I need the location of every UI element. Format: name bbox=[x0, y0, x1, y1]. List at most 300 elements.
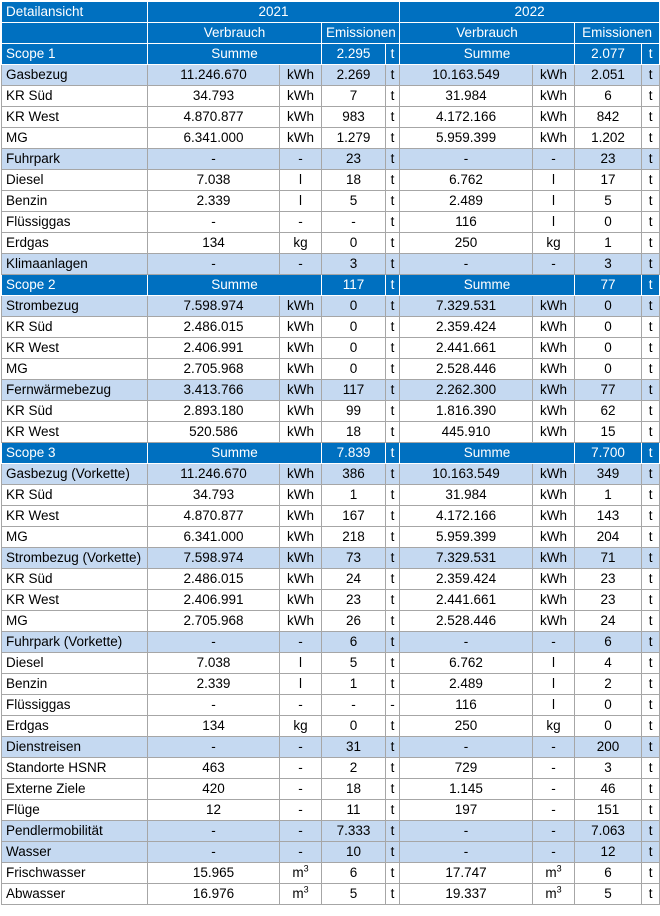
emission-value-2022: 62 bbox=[575, 401, 642, 422]
consumption-value-2022: 31.984 bbox=[400, 485, 533, 506]
unit-cell-b bbox=[533, 737, 575, 758]
emission-value-2022: 7.063 bbox=[575, 821, 642, 842]
row-label: Fernwärmebezug bbox=[2, 380, 148, 401]
emission-value-2022: 0 bbox=[575, 212, 642, 233]
emission-unit-2021: t bbox=[386, 86, 400, 107]
emission-unit-2022: t bbox=[642, 422, 660, 443]
group-row bbox=[2, 821, 660, 842]
consumption-value-2022: 6.762 bbox=[400, 170, 533, 191]
emission-unit-2022: t bbox=[642, 821, 660, 842]
unit-text: kWh bbox=[287, 67, 314, 82]
emission-unit-2021: t bbox=[386, 548, 400, 569]
emission-unit-2021: t bbox=[386, 233, 400, 254]
emissionen-header-2022: Emissionen bbox=[575, 23, 660, 44]
consumption-value-2021: 7.038 bbox=[148, 170, 280, 191]
consumption-value-2022: 2.359.424 bbox=[400, 569, 533, 590]
unit-text: kWh bbox=[287, 550, 314, 565]
emission-value-2021: 24 bbox=[322, 569, 386, 590]
emission-value-2022: 17 bbox=[575, 170, 642, 191]
consumption-value-2022: 250 bbox=[400, 233, 533, 254]
consumption-value-2022: 1.145 bbox=[400, 779, 533, 800]
row-label: Frischwasser bbox=[2, 863, 148, 884]
emission-unit-2022: t bbox=[642, 548, 660, 569]
unit-cell-b bbox=[533, 128, 575, 149]
row-label: Diesel bbox=[2, 170, 148, 191]
group-row bbox=[2, 464, 660, 485]
row-label: KR Süd bbox=[2, 317, 148, 338]
unit-cell-a bbox=[280, 296, 322, 317]
unit-text: kWh bbox=[287, 361, 314, 376]
group-row bbox=[2, 254, 660, 275]
row-label: Scope 3 bbox=[2, 443, 148, 464]
table-row bbox=[2, 401, 660, 422]
emission-value-2021: - bbox=[322, 212, 386, 233]
unit-text: kWh bbox=[540, 592, 568, 607]
table-row bbox=[2, 716, 660, 737]
unit-text: - bbox=[298, 802, 303, 817]
consumption-value-2021: 11.246.670 bbox=[148, 65, 280, 86]
emission-value-2022: 24 bbox=[575, 611, 642, 632]
unit-text: - bbox=[551, 739, 556, 754]
consumption-value-2022: 31.984 bbox=[400, 86, 533, 107]
summe-label-2022: Summe bbox=[400, 443, 575, 464]
emission-unit-2021: t bbox=[386, 527, 400, 548]
consumption-value-2022: 2.359.424 bbox=[400, 317, 533, 338]
consumption-value-2022: - bbox=[400, 842, 533, 863]
table-row bbox=[2, 212, 660, 233]
unit-text: - bbox=[551, 844, 556, 859]
emission-value-2022: 842 bbox=[575, 107, 642, 128]
emission-unit-2021: t bbox=[386, 107, 400, 128]
emission-unit-2021: - bbox=[386, 695, 400, 716]
emission-value-2021: 167 bbox=[322, 506, 386, 527]
consumption-value-2021: 6.341.000 bbox=[148, 128, 280, 149]
unit-text: kWh bbox=[540, 382, 568, 397]
emission-value-2021: 0 bbox=[322, 338, 386, 359]
unit-text: kWh bbox=[287, 403, 314, 418]
consumption-value-2021: 420 bbox=[148, 779, 280, 800]
row-label: Flüge bbox=[2, 800, 148, 821]
emission-unit-2022: t bbox=[642, 674, 660, 695]
row-label: KR West bbox=[2, 422, 148, 443]
row-label: Benzin bbox=[2, 191, 148, 212]
consumption-value-2021: 2.893.180 bbox=[148, 401, 280, 422]
emission-value-2022: 77 bbox=[575, 380, 642, 401]
emission-unit-2021: t bbox=[386, 401, 400, 422]
emission-unit-2021: t bbox=[386, 191, 400, 212]
unit-cell-b bbox=[533, 800, 575, 821]
consumption-value-2022: 17.747 bbox=[400, 863, 533, 884]
emission-unit-2022: t bbox=[642, 170, 660, 191]
consumption-value-2022: 116 bbox=[400, 212, 533, 233]
table-row bbox=[2, 485, 660, 506]
row-label: Flüssiggas bbox=[2, 212, 148, 233]
consumption-value-2021: 2.486.015 bbox=[148, 317, 280, 338]
unit-text: kWh bbox=[540, 550, 568, 565]
emission-value-2021: 1 bbox=[322, 485, 386, 506]
consumption-value-2022: 2.489 bbox=[400, 674, 533, 695]
emission-value-2021: 10 bbox=[322, 842, 386, 863]
unit-cell-a bbox=[280, 86, 322, 107]
table-row bbox=[2, 338, 660, 359]
scope-row bbox=[2, 275, 660, 296]
unit-cell-b bbox=[533, 569, 575, 590]
unit-text: kWh bbox=[540, 487, 568, 502]
unit-text: l bbox=[299, 655, 302, 670]
emission-unit-2021: t bbox=[386, 842, 400, 863]
unit-text: l bbox=[552, 172, 556, 187]
unit-cell-a bbox=[280, 590, 322, 611]
row-label: Standorte HSNR bbox=[2, 758, 148, 779]
consumption-value-2022: 197 bbox=[400, 800, 533, 821]
row-label: MG bbox=[2, 359, 148, 380]
emission-unit-2022: t bbox=[642, 44, 660, 65]
unit-text: kg bbox=[293, 235, 308, 250]
unit-cell-b bbox=[533, 107, 575, 128]
unit-cell-b bbox=[533, 758, 575, 779]
consumption-value-2021: - bbox=[148, 212, 280, 233]
unit-text: - bbox=[551, 781, 556, 796]
emission-unit-2022: t bbox=[642, 716, 660, 737]
summe-label-2021: Summe bbox=[148, 275, 322, 296]
emission-value-2021: 386 bbox=[322, 464, 386, 485]
unit-cell-a bbox=[280, 254, 322, 275]
unit-cell-a bbox=[280, 569, 322, 590]
group-row bbox=[2, 380, 660, 401]
unit-cell-b bbox=[533, 653, 575, 674]
unit-cell-b bbox=[533, 632, 575, 653]
table-row bbox=[2, 317, 660, 338]
unit-text: l bbox=[552, 193, 556, 208]
unit-text: kWh bbox=[540, 508, 568, 523]
unit-text: kg bbox=[546, 235, 561, 250]
unit-cell-b bbox=[533, 695, 575, 716]
emission-unit-2021: t bbox=[386, 800, 400, 821]
emission-unit-2021: t bbox=[386, 422, 400, 443]
emission-unit-2022: t bbox=[642, 380, 660, 401]
unit-text: l bbox=[552, 655, 556, 670]
emission-value-2021: 18 bbox=[322, 170, 386, 191]
emission-value-2021: 23 bbox=[322, 149, 386, 170]
emission-unit-2021: t bbox=[386, 590, 400, 611]
unit-text: kWh bbox=[287, 424, 314, 439]
group-row bbox=[2, 548, 660, 569]
unit-text: - bbox=[551, 256, 556, 271]
emission-value-2022: 0 bbox=[575, 695, 642, 716]
emission-value-2022: 6 bbox=[575, 86, 642, 107]
unit-cell-a bbox=[280, 317, 322, 338]
emission-value-2022: 7.700 bbox=[575, 443, 642, 464]
row-label: Dienstreisen bbox=[2, 737, 148, 758]
emission-unit-2022: t bbox=[642, 359, 660, 380]
unit-cell-a bbox=[280, 128, 322, 149]
emission-value-2021: 2.295 bbox=[322, 44, 386, 65]
unit-text: kWh bbox=[287, 508, 314, 523]
table-title: Detailansicht bbox=[2, 2, 148, 23]
unit-cell-a bbox=[280, 674, 322, 695]
unit-cell-b bbox=[533, 821, 575, 842]
unit-superscript: 3 bbox=[303, 884, 309, 895]
emission-unit-2021: t bbox=[386, 44, 400, 65]
consumption-value-2021: 2.486.015 bbox=[148, 569, 280, 590]
emission-value-2022: 0 bbox=[575, 338, 642, 359]
emission-unit-2022: t bbox=[642, 296, 660, 317]
unit-cell-b bbox=[533, 590, 575, 611]
row-label: KR Süd bbox=[2, 401, 148, 422]
unit-cell-b bbox=[533, 506, 575, 527]
row-label: KR Süd bbox=[2, 485, 148, 506]
consumption-value-2022: - bbox=[400, 149, 533, 170]
row-label: MG bbox=[2, 527, 148, 548]
row-label: KR Süd bbox=[2, 86, 148, 107]
unit-cell-a bbox=[280, 170, 322, 191]
unit-text: - bbox=[298, 256, 303, 271]
emission-unit-2021: t bbox=[386, 359, 400, 380]
emission-unit-2021: t bbox=[386, 569, 400, 590]
unit-text: kWh bbox=[540, 529, 568, 544]
unit-cell-b bbox=[533, 548, 575, 569]
consumption-value-2021: - bbox=[148, 737, 280, 758]
unit-cell-b bbox=[533, 863, 575, 884]
row-label: MG bbox=[2, 128, 148, 149]
emission-unit-2022: t bbox=[642, 611, 660, 632]
row-label: Erdgas bbox=[2, 716, 148, 737]
unit-cell-a bbox=[280, 884, 322, 905]
consumption-value-2022: 1.816.390 bbox=[400, 401, 533, 422]
consumption-value-2022: 729 bbox=[400, 758, 533, 779]
group-row bbox=[2, 296, 660, 317]
consumption-value-2021: - bbox=[148, 632, 280, 653]
consumption-value-2021: 34.793 bbox=[148, 86, 280, 107]
unit-cell-a bbox=[280, 611, 322, 632]
row-label: KR Süd bbox=[2, 569, 148, 590]
emission-value-2021: 0 bbox=[322, 716, 386, 737]
table-row bbox=[2, 569, 660, 590]
emission-unit-2021: t bbox=[386, 485, 400, 506]
row-label: MG bbox=[2, 611, 148, 632]
unit-text: kWh bbox=[287, 382, 314, 397]
emission-unit-2021: t bbox=[386, 863, 400, 884]
emission-value-2022: 3 bbox=[575, 758, 642, 779]
unit-text: - bbox=[298, 844, 303, 859]
table-row bbox=[2, 233, 660, 254]
consumption-value-2022: 2.528.446 bbox=[400, 359, 533, 380]
unit-text: kWh bbox=[540, 109, 568, 124]
group-row bbox=[2, 632, 660, 653]
consumption-value-2021: 7.598.974 bbox=[148, 548, 280, 569]
emission-unit-2021: t bbox=[386, 65, 400, 86]
emission-value-2022: 6 bbox=[575, 632, 642, 653]
consumption-value-2021: 134 bbox=[148, 233, 280, 254]
emission-unit-2021: t bbox=[386, 170, 400, 191]
emission-value-2021: 1 bbox=[322, 674, 386, 695]
unit-cell-b bbox=[533, 317, 575, 338]
unit-text: kWh bbox=[287, 298, 314, 313]
unit-cell-a bbox=[280, 653, 322, 674]
year-2021-header: 2021 bbox=[148, 2, 400, 23]
unit-cell-a bbox=[280, 380, 322, 401]
emission-unit-2022: t bbox=[642, 86, 660, 107]
consumption-value-2022: 2.528.446 bbox=[400, 611, 533, 632]
unit-cell-b bbox=[533, 191, 575, 212]
consumption-value-2021: - bbox=[148, 149, 280, 170]
emission-value-2022: 349 bbox=[575, 464, 642, 485]
consumption-value-2021: 2.705.968 bbox=[148, 611, 280, 632]
consumption-value-2022: 6.762 bbox=[400, 653, 533, 674]
consumption-value-2022: 2.262.300 bbox=[400, 380, 533, 401]
unit-text: - bbox=[551, 802, 556, 817]
unit-cell-b bbox=[533, 611, 575, 632]
emission-unit-2021: t bbox=[386, 779, 400, 800]
table-row bbox=[2, 170, 660, 191]
unit-cell-a bbox=[280, 149, 322, 170]
unit-text: kWh bbox=[540, 130, 568, 145]
unit-cell-b bbox=[533, 527, 575, 548]
emission-value-2022: 1 bbox=[575, 233, 642, 254]
unit-cell-a bbox=[280, 338, 322, 359]
emission-unit-2021: t bbox=[386, 653, 400, 674]
unit-cell-b bbox=[533, 464, 575, 485]
table-row bbox=[2, 527, 660, 548]
emission-value-2021: - bbox=[322, 695, 386, 716]
unit-cell-a bbox=[280, 863, 322, 884]
unit-text: kWh bbox=[540, 571, 568, 586]
row-label: Klimaanlagen bbox=[2, 254, 148, 275]
unit-text: - bbox=[298, 634, 303, 649]
emission-value-2021: 6 bbox=[322, 863, 386, 884]
unit-cell-b bbox=[533, 86, 575, 107]
summe-label-2021: Summe bbox=[148, 44, 322, 65]
emission-unit-2021: t bbox=[386, 296, 400, 317]
row-label: Scope 1 bbox=[2, 44, 148, 65]
unit-text: kWh bbox=[540, 340, 568, 355]
unit-text: m bbox=[545, 886, 557, 901]
emission-unit-2022: t bbox=[642, 149, 660, 170]
consumption-value-2021: 3.413.766 bbox=[148, 380, 280, 401]
unit-cell-a bbox=[280, 191, 322, 212]
group-row bbox=[2, 65, 660, 86]
consumption-value-2021: 7.598.974 bbox=[148, 296, 280, 317]
table-row bbox=[2, 653, 660, 674]
emission-unit-2021: t bbox=[386, 317, 400, 338]
unit-text: m bbox=[545, 865, 557, 880]
header-spacer bbox=[2, 23, 148, 44]
unit-text: kg bbox=[546, 718, 561, 733]
emission-unit-2022: t bbox=[642, 569, 660, 590]
emission-unit-2021: t bbox=[386, 884, 400, 905]
consumption-value-2022: 250 bbox=[400, 716, 533, 737]
emission-value-2022: 143 bbox=[575, 506, 642, 527]
emissionen-header-2021: Emissionen bbox=[322, 23, 400, 44]
emission-unit-2022: t bbox=[642, 737, 660, 758]
unit-cell-a bbox=[280, 779, 322, 800]
emission-unit-2021: t bbox=[386, 149, 400, 170]
unit-cell-b bbox=[533, 485, 575, 506]
unit-cell-a bbox=[280, 485, 322, 506]
emission-value-2022: 23 bbox=[575, 590, 642, 611]
emission-unit-2022: t bbox=[642, 401, 660, 422]
emission-value-2021: 18 bbox=[322, 779, 386, 800]
emission-value-2021: 7.333 bbox=[322, 821, 386, 842]
emission-unit-2022: t bbox=[642, 275, 660, 296]
consumption-value-2021: 134 bbox=[148, 716, 280, 737]
unit-text: - bbox=[551, 634, 556, 649]
unit-cell-a bbox=[280, 65, 322, 86]
table-row bbox=[2, 422, 660, 443]
consumption-value-2021: 4.870.877 bbox=[148, 107, 280, 128]
unit-cell-b bbox=[533, 716, 575, 737]
row-label: Scope 2 bbox=[2, 275, 148, 296]
consumption-value-2022: - bbox=[400, 254, 533, 275]
unit-cell-b bbox=[533, 338, 575, 359]
consumption-value-2022: 5.959.399 bbox=[400, 527, 533, 548]
consumption-value-2022: 7.329.531 bbox=[400, 548, 533, 569]
unit-cell-b bbox=[533, 233, 575, 254]
table-row bbox=[2, 800, 660, 821]
summe-label-2022: Summe bbox=[400, 44, 575, 65]
emission-value-2021: 23 bbox=[322, 590, 386, 611]
year-2022-header: 2022 bbox=[400, 2, 660, 23]
unit-cell-b bbox=[533, 380, 575, 401]
row-label: Diesel bbox=[2, 653, 148, 674]
unit-text: l bbox=[552, 214, 556, 229]
emission-value-2021: 0 bbox=[322, 296, 386, 317]
emission-unit-2022: t bbox=[642, 863, 660, 884]
unit-text: kWh bbox=[287, 466, 314, 481]
scope-row bbox=[2, 443, 660, 464]
consumption-value-2021: 463 bbox=[148, 758, 280, 779]
emission-value-2021: 7.839 bbox=[322, 443, 386, 464]
emission-unit-2021: t bbox=[386, 716, 400, 737]
emission-value-2022: 2 bbox=[575, 674, 642, 695]
unit-text: kWh bbox=[540, 88, 568, 103]
emission-unit-2022: t bbox=[642, 107, 660, 128]
table-row bbox=[2, 506, 660, 527]
consumption-value-2021: - bbox=[148, 695, 280, 716]
consumption-value-2021: 520.586 bbox=[148, 422, 280, 443]
emission-unit-2021: t bbox=[386, 674, 400, 695]
summe-label-2021: Summe bbox=[148, 443, 322, 464]
unit-cell-a bbox=[280, 548, 322, 569]
emission-value-2022: 1 bbox=[575, 485, 642, 506]
unit-text: kWh bbox=[287, 319, 314, 334]
unit-text: - bbox=[298, 823, 303, 838]
unit-text: kWh bbox=[540, 319, 568, 334]
unit-text: - bbox=[298, 214, 303, 229]
table-row bbox=[2, 107, 660, 128]
consumption-value-2021: - bbox=[148, 254, 280, 275]
unit-cell-b bbox=[533, 359, 575, 380]
unit-cell-a bbox=[280, 212, 322, 233]
row-label: Flüssiggas bbox=[2, 695, 148, 716]
emission-value-2022: 0 bbox=[575, 716, 642, 737]
unit-cell-b bbox=[533, 842, 575, 863]
table-body bbox=[2, 44, 660, 905]
unit-cell-b bbox=[533, 422, 575, 443]
table-row bbox=[2, 758, 660, 779]
row-label: KR West bbox=[2, 338, 148, 359]
unit-text: kWh bbox=[287, 487, 314, 502]
unit-text: kWh bbox=[540, 424, 568, 439]
emission-value-2021: 7 bbox=[322, 86, 386, 107]
emission-unit-2022: t bbox=[642, 506, 660, 527]
unit-cell-b bbox=[533, 884, 575, 905]
unit-text: kWh bbox=[287, 88, 314, 103]
emission-unit-2022: t bbox=[642, 590, 660, 611]
emission-unit-2021: t bbox=[386, 758, 400, 779]
table-row bbox=[2, 779, 660, 800]
unit-text: - bbox=[551, 760, 556, 775]
